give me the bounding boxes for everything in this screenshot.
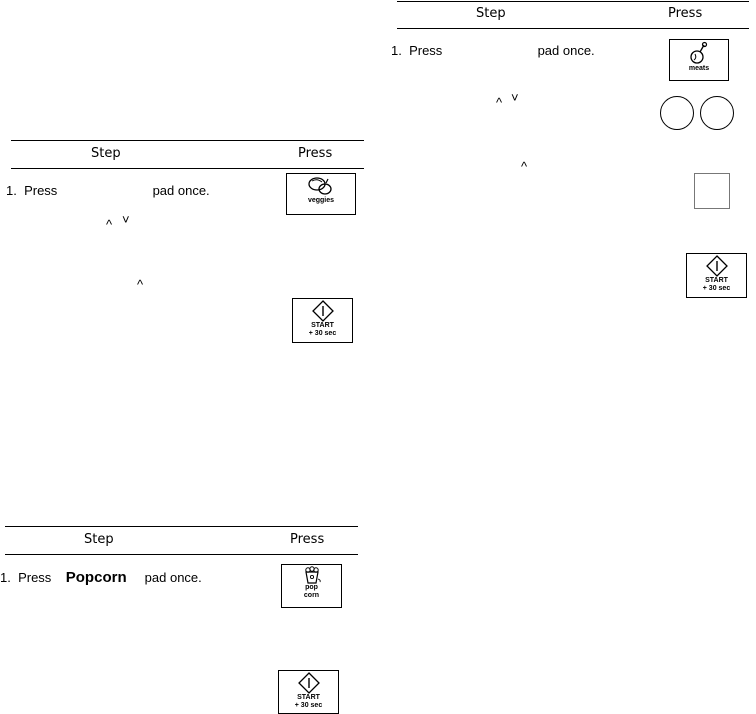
step-press-word: Press	[409, 43, 443, 58]
meats-step-1	[391, 43, 595, 58]
step-number: 1.	[0, 570, 11, 585]
veggies-up-arrow: ^	[106, 217, 113, 232]
popcorn-pad-label-2: corn	[303, 592, 320, 599]
meats-blank-pad[interactable]	[694, 173, 730, 209]
popcorn-start-pad[interactable]	[278, 670, 339, 714]
step-press-word: Press	[18, 570, 52, 585]
start-label: START	[297, 694, 320, 701]
meats-header-rule	[397, 28, 749, 29]
veggies-press-header: Press	[298, 146, 333, 161]
meats-pad[interactable]	[669, 39, 729, 81]
veggies-step-header: Step	[91, 146, 121, 161]
start-label: START	[311, 322, 334, 329]
start-diamond-icon	[298, 672, 320, 694]
drumstick-icon	[688, 41, 710, 65]
veggies-header-rule	[11, 168, 364, 169]
step-number: 1.	[391, 43, 402, 58]
veggies-pad-label: veggies	[307, 197, 335, 204]
meats-down-arrow: ˅	[511, 90, 519, 105]
popcorn-bucket-icon	[301, 566, 323, 584]
meats-up-arrow: ^	[496, 95, 503, 110]
popcorn-pad-name: Popcorn	[65, 569, 127, 586]
meats-table-top-rule	[397, 1, 749, 2]
meats-number-button-right[interactable]	[700, 96, 734, 130]
step-press-word: Press	[24, 183, 58, 198]
step-suffix: pad once.	[537, 43, 595, 58]
popcorn-pad[interactable]	[281, 564, 342, 608]
veggies-start-pad[interactable]	[292, 298, 353, 343]
popcorn-step-header: Step	[84, 532, 114, 547]
meats-number-button-left[interactable]	[660, 96, 694, 130]
step-suffix: pad once.	[152, 183, 210, 198]
start-diamond-icon	[312, 300, 334, 322]
veggies-pad[interactable]	[286, 173, 356, 215]
step-number: 1.	[6, 183, 17, 198]
start-sub-label: + 30 sec	[294, 702, 323, 709]
vegetables-icon	[306, 175, 336, 197]
meats-press-header: Press	[668, 6, 703, 21]
veggies-step-1	[6, 183, 210, 198]
start-sub-label: + 30 sec	[308, 330, 337, 337]
popcorn-table-top-rule	[5, 526, 358, 527]
step-suffix: pad once.	[144, 570, 202, 585]
popcorn-header-rule	[5, 554, 358, 555]
meats-pad-label: meats	[688, 65, 710, 72]
start-diamond-icon	[706, 255, 728, 277]
veggies-down-arrow: ˅	[122, 212, 130, 227]
start-label: START	[705, 277, 728, 284]
popcorn-pad-label-1: pop	[305, 584, 318, 591]
popcorn-step-1	[0, 569, 202, 586]
meats-step-header: Step	[476, 6, 506, 21]
veggies-up-arrow-single: ^	[137, 277, 144, 292]
start-sub-label: + 30 sec	[702, 285, 731, 292]
popcorn-press-header: Press	[290, 532, 325, 547]
veggies-table-top-rule	[11, 140, 364, 141]
meats-up-arrow-single: ^	[521, 159, 528, 174]
meats-start-pad[interactable]	[686, 253, 747, 298]
